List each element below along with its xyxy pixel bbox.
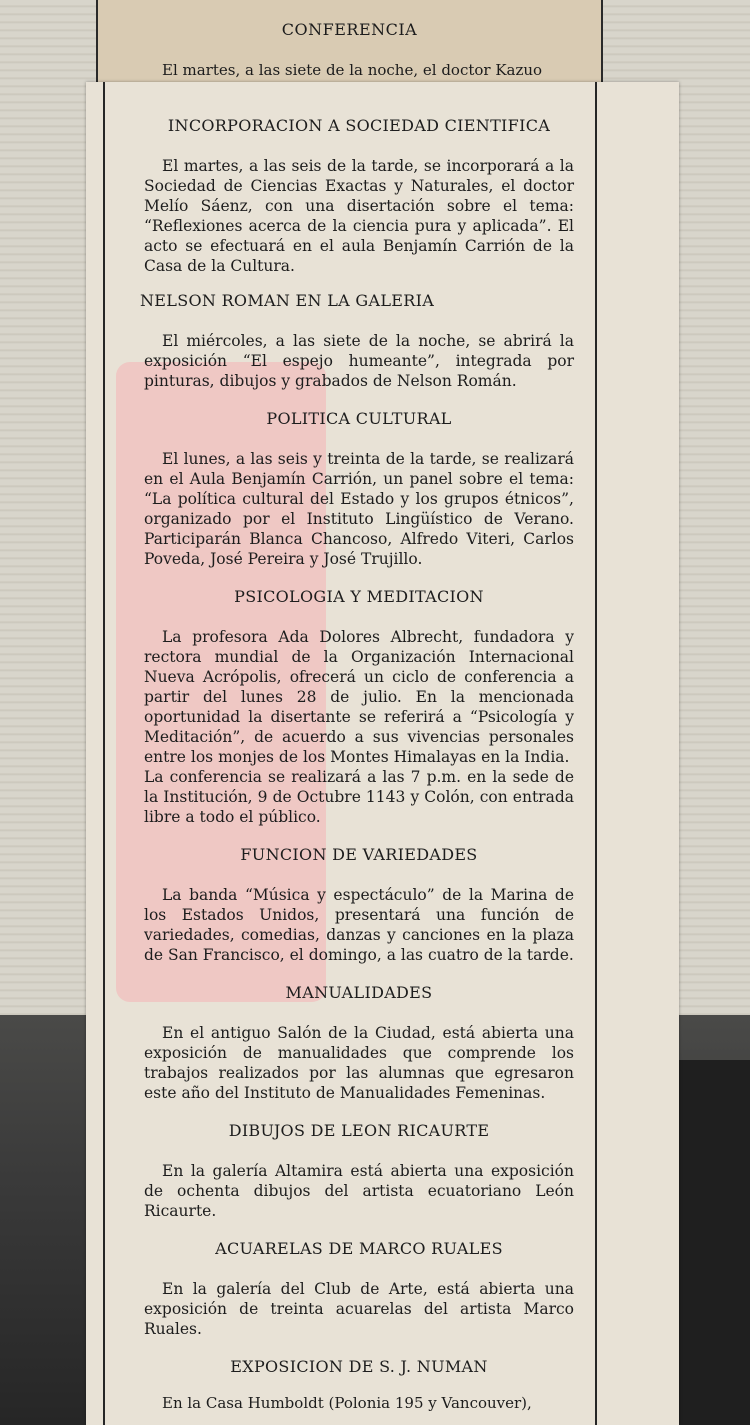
section-paragraph: El martes, a las seis de la tarde, se incorporará a la Sociedad de Ciencias Exactas y Naturales, el doctor Melío Sáenz, con una disertación sobre el tema: “Reflexiones acerca de la ciencia pura y aplicada”. El acto se efectuará en el aula Benjamín Carrión de la Casa de la Cultura. [144, 157, 574, 275]
article-column [140, 116, 574, 1377]
newspaper-clipping [86, 82, 679, 1425]
section-paragraph: El miércoles, a las siete de la noche, se abrirá la exposición “El espejo humeante”, integrada por pinturas, dibujos y grabados de Nelson Román. [144, 332, 574, 390]
section-heading: DIBUJOS DE LEON RICAURTE [228, 1121, 490, 1140]
section-paragraph: En la galería del Club de Arte, está abierta una exposición de treinta acuarelas del artista Marco Ruales. [144, 1280, 574, 1338]
section-paragraph: La profesora Ada Dolores Albrecht, fundadora y rectora mundial de la Organización Internacional Nueva Acrópolis, ofrecerá un ciclo de conferencia a partir del lunes 28 de julio. En la mencionada oportunidad la disertante se referirá a “Psicología y Meditación”, de acuerdo a sus vivencias personales entre los monjes de los Montes Himalayas en la India. [144, 628, 574, 766]
section-manualidades [144, 983, 574, 1103]
section-heading: FUNCION DE VARIEDADES [240, 845, 478, 864]
section-paragraph: En el antiguo Salón de la Ciudad, está abierta una exposición de manualidades que comprende los trabajos realizados por las alumnas que egresaron este año del Instituto de Manualidades Femeninas. [144, 1024, 574, 1102]
section-paragraph: En la galería Altamira está abierta una exposición de ochenta dibujos del artista ecuatoriano León Ricaurte. [144, 1162, 574, 1220]
section-heading: POLITICA CULTURAL [266, 409, 452, 428]
section-heading: INCORPORACION A SOCIEDAD CIENTIFICA [167, 116, 551, 135]
section-heading: PSICOLOGIA Y MEDITACION [234, 587, 484, 606]
previous-clipping-heading: CONFERENCIA [281, 20, 418, 39]
section-marco-ruales [144, 1239, 574, 1339]
section-numan [144, 1357, 574, 1377]
section-psicologia [144, 587, 574, 827]
column-rule-left [103, 82, 105, 1425]
section-heading: EXPOSICION DE S. J. NUMAN [230, 1357, 488, 1376]
section-heading: ACUARELAS DE MARCO RUALES [215, 1239, 503, 1258]
section-nelson-roman [140, 291, 574, 391]
section-paragraph: El lunes, a las seis y treinta de la tarde, se realizará en el Aula Benjamín Carrión, un panel sobre el tema: “La política cultural del Estado y los grupos étnicos”, organizado por el Instituto Lingüístico de Verano. Participarán Blanca Chancoso, Alfredo Viteri, Carlos Poveda, José Pereira y José Trujillo. [144, 450, 574, 568]
cut-off-line: En la Casa Humboldt (Polonia 195 y Vancouver), [162, 1394, 532, 1412]
previous-clipping-text: El martes, a las siete de la noche, el doctor Kazuo [162, 61, 543, 79]
section-politica-cultural [144, 409, 574, 569]
column-rule-right [595, 82, 597, 1425]
section-paragraph: La banda “Música y espectáculo” de la Marina de los Estados Unidos, presentará una función de variedades, comedias, danzas y canciones en la plaza de San Francisco, el domingo, a las cuatro de la tarde. [144, 886, 574, 964]
section-paragraph: La conferencia se realizará a las 7 p.m. en la sede de la Institución, 9 de Octubre 1143 y Colón, con entrada libre a todo el público. [144, 768, 574, 826]
section-leon-ricaurte [144, 1121, 574, 1221]
section-heading: MANUALIDADES [285, 983, 433, 1002]
section-incorporacion [144, 116, 574, 276]
section-heading: NELSON ROMAN EN LA GALERIA [140, 291, 435, 310]
section-funcion-variedades [144, 845, 574, 965]
